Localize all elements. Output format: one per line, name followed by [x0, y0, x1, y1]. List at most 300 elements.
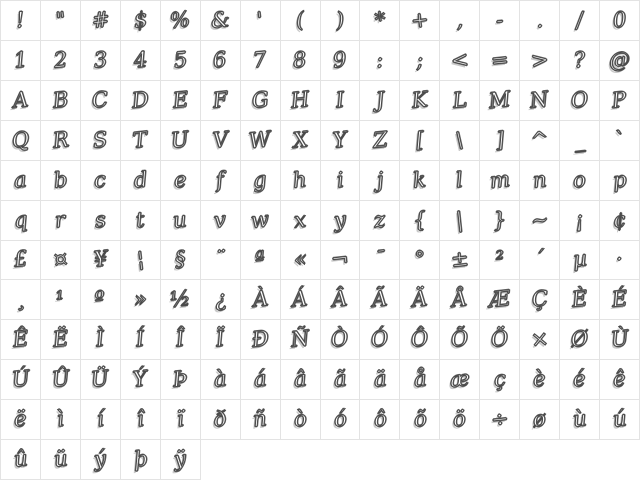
glyph-cell[interactable] — [81, 201, 121, 241]
glyph-cell[interactable] — [201, 81, 241, 121]
glyph-cell[interactable] — [201, 400, 241, 440]
glyph-cell[interactable] — [360, 241, 400, 281]
glyph-cell[interactable] — [400, 121, 440, 161]
glyph-cell[interactable] — [520, 81, 560, 121]
glyph: ï — [175, 406, 185, 432]
glyph: ½ — [168, 286, 192, 313]
empty-cell — [360, 440, 400, 480]
glyph-cell[interactable] — [600, 201, 640, 241]
glyph: S — [91, 127, 109, 153]
glyph-cell[interactable] — [41, 320, 81, 360]
glyph-cell[interactable] — [360, 201, 400, 241]
glyph: ¡ — [574, 207, 585, 232]
glyph: º — [94, 286, 107, 312]
glyph-cell[interactable] — [1, 161, 41, 201]
glyph: ô — [372, 406, 388, 432]
glyph: 6 — [212, 47, 229, 73]
glyph-cell[interactable] — [81, 41, 121, 81]
glyph-cell[interactable] — [41, 280, 81, 320]
glyph: í — [95, 406, 105, 432]
glyph: þ — [132, 446, 149, 472]
glyph-cell[interactable] — [360, 1, 400, 41]
glyph: + — [409, 7, 430, 33]
glyph: A — [11, 87, 30, 113]
glyph-cell[interactable] — [241, 1, 281, 41]
glyph-cell[interactable] — [161, 81, 201, 121]
glyph: Ö — [489, 326, 510, 353]
glyph-cell[interactable] — [480, 400, 520, 440]
glyph-cell[interactable] — [560, 1, 600, 41]
glyph: # — [90, 7, 111, 33]
glyph-cell[interactable] — [81, 81, 121, 121]
glyph-cell[interactable] — [600, 41, 640, 81]
glyph-cell[interactable] — [81, 1, 121, 41]
glyph-cell[interactable] — [520, 400, 560, 440]
glyph-cell[interactable] — [1, 41, 41, 81]
glyph-cell[interactable] — [321, 400, 361, 440]
glyph-cell[interactable] — [201, 280, 241, 320]
glyph-cell[interactable] — [480, 241, 520, 281]
glyph-cell[interactable] — [281, 1, 321, 41]
glyph-cell[interactable] — [600, 161, 640, 201]
glyph-cell[interactable] — [520, 241, 560, 281]
glyph: É — [610, 286, 629, 313]
glyph-cell[interactable] — [440, 320, 480, 360]
glyph: Å — [450, 286, 469, 313]
glyph: j — [375, 167, 385, 192]
glyph: · — [614, 247, 625, 272]
glyph-cell[interactable] — [321, 121, 361, 161]
glyph-cell[interactable] — [360, 280, 400, 320]
glyph-cell[interactable] — [440, 280, 480, 320]
glyph: f — [214, 167, 226, 192]
glyph: ² — [494, 247, 506, 272]
glyph: Í — [134, 326, 146, 352]
glyph: n — [531, 166, 548, 193]
glyph-cell[interactable] — [560, 161, 600, 201]
glyph: § — [173, 246, 187, 272]
empty-cell — [201, 440, 241, 480]
glyph-cell[interactable] — [81, 400, 121, 440]
glyph: ý — [93, 446, 108, 472]
glyph: b — [52, 166, 69, 193]
glyph-cell[interactable] — [520, 41, 560, 81]
glyph-cell[interactable] — [560, 241, 600, 281]
glyph-cell[interactable] — [281, 121, 321, 161]
glyph-cell[interactable] — [121, 161, 161, 201]
glyph-cell[interactable] — [560, 400, 600, 440]
glyph: N — [529, 86, 550, 113]
glyph-cell[interactable] — [161, 320, 201, 360]
glyph-cell[interactable] — [161, 201, 201, 241]
glyph-cell[interactable] — [440, 1, 480, 41]
glyph-cell[interactable] — [281, 360, 321, 400]
glyph-cell[interactable] — [321, 280, 361, 320]
glyph-cell[interactable] — [241, 41, 281, 81]
glyph-cell[interactable] — [281, 241, 321, 281]
glyph-cell[interactable] — [440, 41, 480, 81]
glyph: Ë — [51, 326, 70, 353]
glyph-cell[interactable] — [520, 201, 560, 241]
glyph: 4 — [132, 47, 149, 73]
glyph-cell[interactable] — [201, 360, 241, 400]
glyph-cell[interactable] — [41, 81, 81, 121]
glyph: Ì — [94, 326, 106, 352]
glyph-cell[interactable] — [161, 1, 201, 41]
glyph-cell[interactable] — [400, 41, 440, 81]
glyph: ( — [294, 7, 306, 33]
glyph-cell[interactable] — [201, 121, 241, 161]
glyph-cell[interactable] — [241, 81, 281, 121]
glyph-cell[interactable] — [480, 81, 520, 121]
glyph-cell[interactable] — [1, 201, 41, 241]
glyph-cell[interactable] — [201, 1, 241, 41]
glyph: ù — [571, 406, 588, 432]
glyph-cell[interactable] — [121, 280, 161, 320]
glyph-cell[interactable] — [161, 280, 201, 320]
glyph-cell[interactable] — [241, 241, 281, 281]
glyph: e — [172, 167, 188, 193]
glyph-cell[interactable] — [440, 201, 480, 241]
glyph: - — [494, 7, 505, 33]
glyph: P — [611, 87, 628, 113]
glyph-cell[interactable] — [400, 161, 440, 201]
glyph-cell[interactable] — [41, 400, 81, 440]
glyph: M — [487, 86, 512, 113]
glyph-cell[interactable] — [1, 440, 41, 480]
glyph: $ — [132, 7, 149, 33]
glyph-cell[interactable] — [600, 1, 640, 41]
glyph: X — [291, 126, 309, 153]
glyph: . — [535, 7, 545, 33]
glyph: ç — [492, 366, 507, 392]
glyph-cell[interactable] — [281, 320, 321, 360]
glyph-cell[interactable] — [560, 81, 600, 121]
glyph-cell[interactable] — [520, 121, 560, 161]
glyph-cell[interactable] — [241, 161, 281, 201]
glyph: Ù — [609, 326, 630, 353]
glyph: Æ — [487, 286, 512, 313]
glyph-cell[interactable] — [1, 1, 41, 41]
glyph-cell[interactable] — [400, 280, 440, 320]
glyph: ? — [572, 47, 587, 73]
glyph-cell[interactable] — [360, 320, 400, 360]
glyph: Ó — [370, 326, 390, 353]
glyph-cell[interactable] — [161, 440, 201, 480]
glyph-cell[interactable] — [1, 280, 41, 320]
glyph-cell[interactable] — [400, 241, 440, 281]
glyph-cell[interactable] — [121, 241, 161, 281]
glyph-cell[interactable] — [600, 81, 640, 121]
glyph: C — [91, 87, 110, 113]
glyph: Z — [371, 127, 389, 153]
glyph: \ — [454, 127, 465, 153]
glyph-cell[interactable] — [360, 360, 400, 400]
glyph-cell[interactable] — [121, 201, 161, 241]
glyph-cell[interactable] — [281, 280, 321, 320]
glyph: l — [455, 167, 465, 192]
glyph-cell[interactable] — [600, 280, 640, 320]
glyph: Ý — [132, 366, 149, 392]
glyph-cell[interactable] — [600, 121, 640, 161]
glyph-cell[interactable] — [241, 201, 281, 241]
glyph-cell[interactable] — [321, 41, 361, 81]
glyph-cell[interactable] — [560, 320, 600, 360]
glyph-cell[interactable] — [321, 201, 361, 241]
glyph: w — [249, 206, 271, 233]
glyph-cell[interactable] — [321, 161, 361, 201]
empty-cell — [560, 440, 600, 480]
glyph: Q — [10, 126, 31, 153]
glyph-cell[interactable] — [121, 1, 161, 41]
glyph: ö — [452, 406, 468, 432]
glyph-cell[interactable] — [81, 161, 121, 201]
glyph-cell[interactable] — [41, 201, 81, 241]
glyph-cell[interactable] — [281, 400, 321, 440]
glyph-cell[interactable] — [400, 201, 440, 241]
glyph: Î — [174, 326, 186, 352]
glyph-cell[interactable] — [81, 320, 121, 360]
glyph: o — [571, 167, 588, 193]
glyph: Â — [331, 286, 349, 313]
glyph-cell[interactable] — [41, 121, 81, 161]
glyph: % — [168, 6, 192, 33]
glyph-cell[interactable] — [41, 161, 81, 201]
glyph: ¦ — [135, 247, 145, 272]
glyph-cell[interactable] — [480, 121, 520, 161]
glyph-cell[interactable] — [440, 121, 480, 161]
glyph-cell[interactable] — [520, 360, 560, 400]
glyph-cell[interactable] — [321, 1, 361, 41]
glyph: v — [212, 206, 228, 233]
glyph: _ — [573, 127, 587, 153]
glyph-cell[interactable] — [560, 201, 600, 241]
glyph-cell[interactable] — [201, 201, 241, 241]
glyph-cell[interactable] — [560, 121, 600, 161]
glyph-cell[interactable] — [360, 121, 400, 161]
glyph: Ò — [330, 326, 350, 353]
glyph: æ — [448, 366, 471, 393]
glyph: J — [374, 87, 386, 113]
glyph: å — [412, 366, 428, 392]
glyph: è — [532, 366, 548, 392]
glyph-cell[interactable] — [1, 241, 41, 281]
glyph: " — [54, 7, 67, 33]
glyph: ¬ — [329, 246, 350, 273]
glyph: > — [529, 47, 550, 73]
glyph: ü — [52, 446, 69, 472]
glyph-cell[interactable] — [161, 121, 201, 161]
glyph: × — [529, 326, 550, 353]
glyph: ` — [613, 127, 626, 153]
glyph-cell[interactable] — [161, 400, 201, 440]
glyph-cell[interactable] — [321, 320, 361, 360]
glyph-cell[interactable] — [241, 320, 281, 360]
glyph: { — [411, 206, 428, 233]
glyph-cell[interactable] — [121, 440, 161, 480]
glyph-cell[interactable] — [81, 440, 121, 480]
glyph: : — [375, 47, 385, 73]
glyph: é — [572, 366, 587, 392]
glyph-cell[interactable] — [281, 81, 321, 121]
empty-cell — [600, 440, 640, 480]
glyph-cell[interactable] — [480, 280, 520, 320]
glyph: ÷ — [489, 406, 510, 432]
glyph: u — [172, 206, 189, 233]
glyph: » — [132, 286, 148, 312]
glyph-cell[interactable] — [241, 121, 281, 161]
glyph: Þ — [171, 366, 189, 392]
glyph-cell[interactable] — [81, 360, 121, 400]
glyph-cell[interactable] — [41, 440, 81, 480]
glyph-cell[interactable] — [360, 41, 400, 81]
glyph-cell[interactable] — [241, 280, 281, 320]
glyph-cell[interactable] — [440, 81, 480, 121]
glyph-cell[interactable] — [41, 41, 81, 81]
glyph: , — [455, 7, 465, 33]
glyph-cell[interactable] — [440, 360, 480, 400]
glyph-cell[interactable] — [440, 161, 480, 201]
glyph: r — [54, 207, 67, 232]
glyph-cell[interactable] — [400, 320, 440, 360]
glyph: Ô — [409, 326, 430, 353]
glyph-cell[interactable] — [400, 360, 440, 400]
glyph-cell[interactable] — [321, 241, 361, 281]
empty-cell — [480, 440, 520, 480]
glyph: â — [292, 366, 308, 392]
glyph: ¤ — [52, 246, 69, 273]
glyph: E — [171, 87, 190, 113]
glyph: a — [12, 167, 28, 193]
glyph-cell[interactable] — [1, 360, 41, 400]
glyph-cell[interactable] — [600, 320, 640, 360]
glyph-cell[interactable] — [1, 121, 41, 161]
glyph: µ — [571, 246, 588, 273]
glyph: ÿ — [173, 446, 188, 472]
empty-cell — [440, 440, 480, 480]
glyph: ª — [253, 246, 267, 272]
glyph: & — [209, 7, 231, 33]
glyph-cell[interactable] — [321, 360, 361, 400]
glyph-cell[interactable] — [81, 121, 121, 161]
glyph-cell[interactable] — [480, 320, 520, 360]
glyph-cell[interactable] — [121, 320, 161, 360]
glyph: £ — [12, 246, 29, 273]
glyph-cell[interactable] — [161, 41, 201, 81]
glyph: ] — [494, 127, 505, 153]
glyph: B — [51, 87, 70, 113]
glyph: ! — [14, 7, 26, 33]
glyph-cell[interactable] — [600, 400, 640, 440]
glyph-cell[interactable] — [440, 400, 480, 440]
glyph-cell[interactable] — [360, 81, 400, 121]
glyph-cell[interactable] — [41, 241, 81, 281]
glyph: U — [170, 126, 191, 153]
glyph-cell[interactable] — [480, 41, 520, 81]
glyph-cell[interactable] — [360, 400, 400, 440]
glyph-cell[interactable] — [360, 161, 400, 201]
glyph: ø — [532, 406, 548, 432]
glyph: 7 — [252, 47, 268, 73]
glyph-cell[interactable] — [161, 161, 201, 201]
glyph-cell[interactable] — [1, 81, 41, 121]
glyph-cell[interactable] — [81, 280, 121, 320]
glyph-cell[interactable] — [281, 201, 321, 241]
glyph-cell[interactable] — [400, 400, 440, 440]
glyph-cell[interactable] — [520, 1, 560, 41]
glyph-cell[interactable] — [161, 360, 201, 400]
glyph-cell[interactable] — [560, 360, 600, 400]
empty-cell — [281, 440, 321, 480]
glyph: } — [491, 206, 508, 233]
glyph-cell[interactable] — [600, 360, 640, 400]
glyph-cell[interactable] — [1, 400, 41, 440]
glyph-cell[interactable] — [121, 360, 161, 400]
glyph-cell[interactable] — [201, 161, 241, 201]
glyph-cell[interactable] — [241, 360, 281, 400]
glyph-cell[interactable] — [161, 241, 201, 281]
glyph-cell[interactable] — [81, 241, 121, 281]
empty-cell — [241, 440, 281, 480]
glyph-cell[interactable] — [480, 201, 520, 241]
glyph-cell[interactable] — [560, 41, 600, 81]
glyph-cell[interactable] — [281, 41, 321, 81]
glyph: Û — [50, 366, 71, 393]
glyph-cell[interactable] — [241, 400, 281, 440]
glyph: h — [291, 166, 308, 193]
glyph-cell[interactable] — [201, 41, 241, 81]
glyph-cell[interactable] — [121, 81, 161, 121]
glyph-cell[interactable] — [321, 81, 361, 121]
glyph-cell[interactable] — [281, 161, 321, 201]
glyph: x — [292, 206, 308, 233]
glyph-cell[interactable] — [440, 241, 480, 281]
glyph: L — [451, 87, 468, 113]
glyph: À — [251, 286, 269, 313]
glyph-cell[interactable] — [201, 320, 241, 360]
glyph-cell[interactable] — [1, 320, 41, 360]
glyph-cell[interactable] — [400, 81, 440, 121]
glyph-cell[interactable] — [41, 1, 81, 41]
glyph-cell[interactable] — [121, 41, 161, 81]
glyph: Y — [331, 127, 349, 153]
glyph: ´ — [533, 246, 547, 272]
glyph: < — [449, 47, 470, 73]
glyph: s — [93, 207, 107, 233]
glyph-cell[interactable] — [520, 161, 560, 201]
glyph-cell[interactable] — [121, 121, 161, 161]
glyph: Ú — [10, 366, 31, 393]
glyph: T — [131, 127, 149, 153]
glyph-cell[interactable] — [41, 360, 81, 400]
glyph-cell[interactable] — [121, 400, 161, 440]
glyph-cell[interactable] — [480, 360, 520, 400]
glyph: 1 — [12, 47, 29, 73]
glyph: p — [611, 166, 628, 193]
glyph: i — [335, 167, 345, 192]
glyph-cell[interactable] — [480, 1, 520, 41]
glyph: È — [570, 286, 589, 313]
glyph-cell[interactable] — [520, 320, 560, 360]
glyph: = — [489, 47, 510, 73]
glyph-cell[interactable] — [400, 1, 440, 41]
glyph-cell[interactable] — [201, 241, 241, 281]
glyph-cell[interactable] — [480, 161, 520, 201]
glyph: Á — [291, 286, 309, 313]
glyph-cell[interactable] — [600, 241, 640, 281]
glyph-cell[interactable] — [520, 280, 560, 320]
glyph-cell[interactable] — [560, 280, 600, 320]
